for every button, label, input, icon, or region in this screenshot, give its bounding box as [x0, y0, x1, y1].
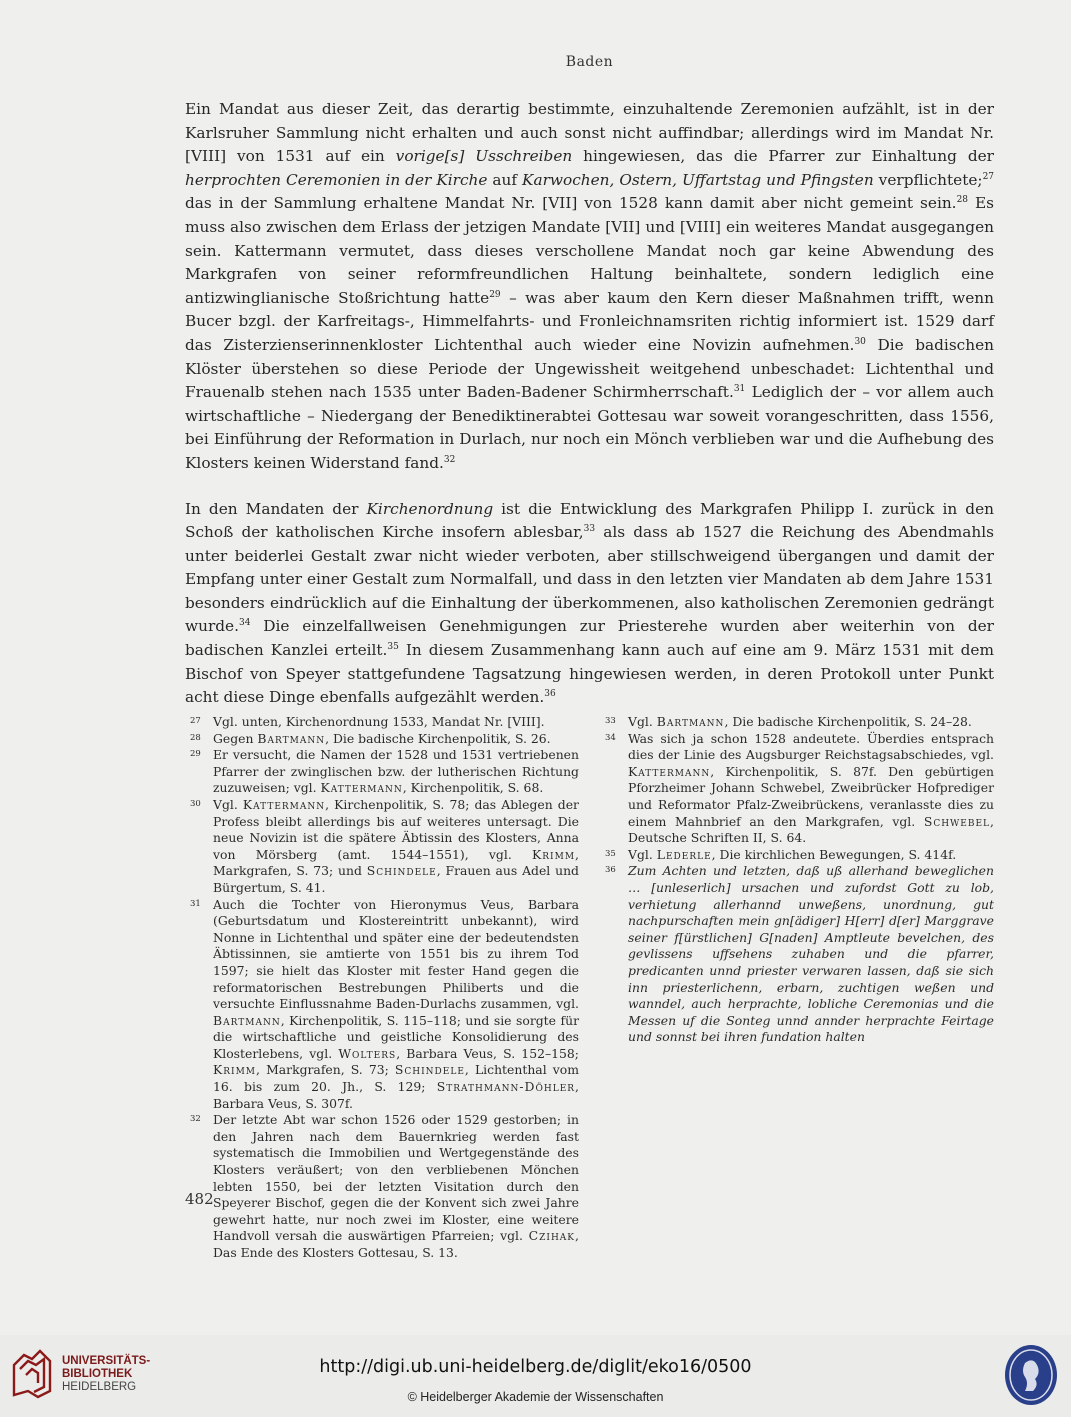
footnote-27: 27 Vgl. unten, Kirchenordnung 1533, Mandat Nr. [VIII].: [190, 714, 545, 729]
main-text: [185, 98, 994, 710]
footnote-ref-33: 33: [583, 524, 596, 535]
footer: [0, 1335, 1071, 1417]
footnote-column-right: [605, 714, 994, 1262]
footnote-ref-30: 30: [854, 336, 866, 347]
copyright-notice: © Heidelberger Akademie der Wissenschaften: [407, 1390, 664, 1404]
footnote-28: 28 Gegen Bartmann, Die badische Kirchenpolitik, S. 26.: [190, 730, 551, 746]
footnote-30: 30 Vgl. Kattermann, Kirchenpolitik, S. 78; das Ablegen der Profess bleibt allerdings bis auf weiteres untersagt. Die neue Novizin ist die spätere Äbtissin des Klosters, Anna von Mörsberg (amt. 1544–1551), vgl. Krimm, Markgrafen, S. 73; und Schindele, Frauen aus Adel und Bürgertum, S. 41.: [190, 796, 579, 895]
footnote-ref-31: 31: [733, 384, 746, 395]
running-head: Baden: [565, 54, 614, 70]
paragraph-2: In den Mandaten der Kirchenordnung ist die Entwicklung des Markgrafen Philipp I. zurück in den Schoß der katholischen Kirche insofern ablesbar,$^{33}$ als dass ab 1527 die Reichung des Abendmahls unter beiderlei Gestalt zwar nicht wieder verboten, aber stillschweigend übergangen und damit der Empfang unter einer Gestalt zum Normalfall, und dass in den letzten vier Mandaten ab dem Jahre 1531 besonders eindrücklich auf die Einhaltung der überkommenen, also katholischen Zeremonien gedrängt wurde.$^{34}$ Die einzelfallweisen Genehmigungen zur Priesterehe wurden aber weiterhin von der badischen Kanzlei erteilt.$^{35}$ In diesem Zusammenhang kann auch auf eine am 9. März 1531 mit dem Bischof von Speyer stattgefundene Tagsatzung hingewiesen werden, in deren Protokoll unter Punkt acht diese Dinge ebenfalls aufgezählt werden.$^{36}$: [185, 499, 995, 707]
footnote-ref-36: 36: [544, 689, 556, 700]
footnote-32: 32 Der letzte Abt war schon 1526 oder 1529 gestorben; in den Jahren nach dem Bauernkrieg werden fast systematisch die Immobilien und Wertgegenstände des Klosters veräußert; von den verbliebenen Mönchen lebten 1550, bei der letzten Visitation durch den Speyerer Bischof, gegen die der Konvent sich zwei Jahre gewehrt hatte, nur noch zwei im Kloster, eine weitere Handvoll versah die auswärtigen Pfarreien; vgl. Czihak, Das Ende des Klosters Gottesau, S. 13.: [190, 1112, 579, 1260]
library-name: UNIVERSITÄTS- BIBLIOTHEK HEIDELBERG: [62, 1355, 151, 1393]
source-url-link[interactable]: http://digi.ub.uni-heidelberg.de/diglit/eko16/0500: [319, 1357, 752, 1377]
academy-seal-icon: [1003, 1343, 1059, 1407]
footnote-34: 34 Was sich ja schon 1528 andeutete. Überdies entsprach dies der Linie des Augsburger Reichstagsabschiedes, vgl. Kattermann, Kirchenpolitik, S. 87f. Den gebürtigen Pforzheimer Johann Schwebel, Zweibrücker Hofprediger und Reformator Pfalz-Zweibrückens, veranlasste dies zu einem Mahnbrief an den Markgrafen, vgl. Schwebel, Deutsche Schriften II, S. 64.: [605, 730, 994, 846]
footnote-column-left: [190, 714, 579, 1262]
footnote-35: 35 Vgl. Lederle, Die kirchlichen Bewegungen, S. 414f.: [605, 846, 957, 862]
footnote-ref-29: 29: [489, 289, 501, 300]
paragraph-1: Ein Mandat aus dieser Zeit, das derartig bestimmte, einzuhaltende Zeremonien aufzählt, ist in der Karlsruher Sammlung nicht erhalten und auch sonst nicht auffindbar; allerdings wird im Mandat Nr. [VIII] von 1531 auf ein vorige[s] Usschreiben hingewiesen, das die Pfarrer zur Einhaltung der herprochten Ceremonien in der Kirche auf Karwochen, Ostern, Uffartstag und Pfingsten verpflichtete;$^{27}$ das in der Sammlung erhaltene Mandat Nr. [VII] von 1528 kann damit aber nicht gemeint sein.$^{28}$ Es muss also zwischen dem Erlass der jetzigen Mandate [VII] und [VIII] ein weiteres Mandat ausgegangen sein. Kattermann vermutet, dass dieses verschollene Mandat noch gar keine Abwendung des Markgrafen von seiner reformfreundlichen Haltung beinhaltete, sondern lediglich eine antizwinglianische Stoßrichtung hatte$^{29}$ – was aber kaum den Kern dieser Maßnahmen trifft, wenn Bucer bzgl. der Karfreitags-, Himmelfahrts- und Fronleichnamsriten richtig informiert ist. 1529 darf das Zisterzienserinnenkloster Lichtenthal auch wieder eine Novizin aufnehmen.$^{30}$ Die badischen Klöster überstehen so diese Periode der Ungewissheit weitgehend unbeschadet: Lichtenthal und Frauenalb stehen nach 1535 unter Baden-Badener Schirmherrschaft.$^{31}$ Lediglich der – vor allem auch wirtschaftliche – Niedergang der Benediktinerabtei Gottesau war soweit vorangeschritten, dass 1556, bei Einführung der Reformation in Durlach, nur noch ein Mönch verblieben war und die Aufhebung des Klosters keinen Widerstand fand.$^{32}$: [185, 100, 995, 472]
footnote-ref-34: 34: [238, 618, 251, 629]
footnote-33: 33 Vgl. Bartmann, Die badische Kirchenpolitik, S. 24–28.: [605, 714, 972, 729]
page-number: 482: [185, 1190, 214, 1208]
footnote-ref-27: 27: [982, 171, 995, 182]
footnote-36: 36 Zum Achten und letzten, daß uß allerhand beweglichen … [unleserlich] ursachen und zufordst Gott zu lob, verhietung allerhannd unweßens, unordnung, gut nachpurschaften mein gn[ädiger] H[err] d[er] Marggrave seiner f[ürstlichen] G[naden] Amptleute bevelchen, des gevlissens uffsehens zuhaben und die pfarrer, predicanten unnd priester verwaren lassen, daß sie sich inn priesterlichenn, erbarn, zuchtigen weßen und wanndel, auch herprachte, lobliche Ceremonias und die Messen uf die Sonteg unnd annder herprachte Feirtage und sonnst bei ihren fundation halten: [605, 863, 994, 1045]
footnotes: [190, 714, 994, 1262]
footnote-29: 29 Er versucht, die Namen der 1528 und 1531 vertriebenen Pfarrer der zwinglischen bzw. der lutherischen Richtung zuzuweisen; vgl. Kattermann, Kirchenpolitik, S. 68.: [190, 747, 579, 796]
footnote-ref-28: 28: [956, 195, 969, 206]
footnote-ref-32: 32: [443, 454, 456, 465]
footnote-ref-35: 35: [387, 642, 399, 653]
footnote-31: 31 Auch die Tochter von Hieronymus Veus, Barbara (Geburtsdatum und Klostereintritt unbekannt), wird Nonne in Lichtenthal und später eine der bedeutendsten Äbtissinnen, sie amtierte von 1551 bis zu ihrem Tod 1597; sie hielt das Kloster mit fester Hand gegen die reformatorischen Bestrebungen Philiberts und die versuchte Einflussnahme Baden-Durlachs zusammen, vgl. Bartmann, Kirchenpolitik, S. 115–118; und sie sorgte für die wirtschaftliche und geistliche Konsolidierung des Klosterlebens, vgl. Wolters, Barbara Veus, S. 152–158; Krimm, Markgrafen, S. 73; Schindele, Lichtenthal vom 16. bis zum 20. Jh., S. 129; Strathmann-Döhler, Barbara Veus, S. 307f.: [190, 896, 579, 1111]
